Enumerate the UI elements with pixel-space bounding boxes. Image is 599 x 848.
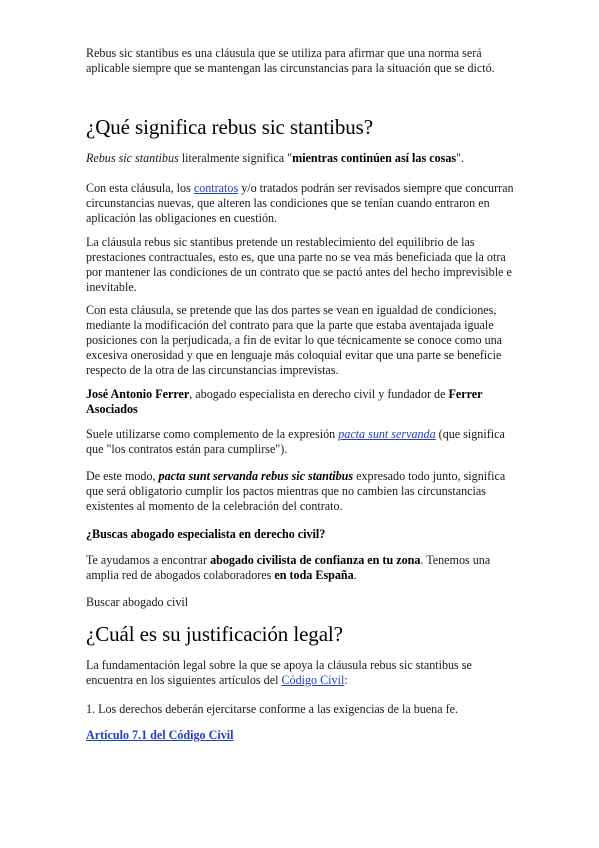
- author-name: José Antonio Ferrer: [86, 387, 190, 401]
- legal-paragraph: [86, 658, 518, 688]
- meaning-end: ".: [456, 151, 465, 165]
- meaning-paragraph: [86, 151, 518, 166]
- cta-text-mid: . Tenemos una amplia red de abogados colaboradores: [86, 553, 491, 582]
- rights-paragraph: 1. Los derechos deberán ejercitarse conforme a las exigencias de la buena fe.: [86, 702, 459, 716]
- author-description: , abogado especialista en derecho civil y fundador de: [189, 387, 449, 401]
- heading-que-significa: ¿Qué significa rebus sic stantibus?: [86, 115, 373, 139]
- cta-bold-zone: abogado civilista de confianza en tu zona: [210, 553, 421, 567]
- equilibrium-paragraph: La cláusula rebus sic stantibus pretende un restablecimiento del equilibrio de las prestaciones contractuales, esto es, que una parte no se vea más beneficiada que la otra por mantener las condiciones de un contrato que se pactó antes del hecho imprevisible e inevitable.: [86, 235, 512, 294]
- contracts-text-before: Con esta cláusula, los: [86, 181, 194, 195]
- article-link-paragraph: [86, 728, 518, 743]
- author-paragraph: [86, 387, 518, 417]
- heading-justificacion-legal: ¿Cuál es su justificación legal?: [86, 622, 343, 646]
- contratos-link[interactable]: contratos: [193, 181, 239, 195]
- firm-name: Ferrer Asociados: [86, 387, 483, 416]
- complement-text-before: Suele utilizarse como complemento de la expresión: [86, 427, 339, 441]
- complement-text-after: (que significa que "los contratos están para cumplirse").: [86, 427, 505, 456]
- together-paragraph: [86, 469, 518, 514]
- meaning-term: Rebus sic stantibus: [86, 151, 179, 165]
- cta-paragraph: [86, 553, 518, 583]
- intro-paragraph: Rebus sic stantibus es una cláusula que se utiliza para afirmar que una norma será aplicable siempre que se mantengan las circunstancias para la situación que se dictó.: [86, 46, 495, 75]
- cta-text-before: Te ayudamos a encontrar: [86, 553, 211, 567]
- meaning-mid: literalmente significa ": [178, 151, 293, 165]
- cta-bold-espana: en toda España: [274, 568, 354, 582]
- codigo-civil-link[interactable]: Código Civil: [281, 673, 345, 687]
- pacta-sunt-servanda-link[interactable]: pacta sunt servanda: [338, 427, 436, 441]
- meaning-quote: mientras continúen así las cosas: [292, 151, 457, 165]
- contracts-text-after: y/o tratados podrán ser revisados siempre que concurran circunstancias nuevas, que alteren las condiciones que se tenían cuando entraron en aplicación las obligaciones en cuestión.: [86, 181, 514, 225]
- equality-paragraph: Con esta cláusula, se pretende que las dos partes se vean en igualdad de condiciones, mediante la modificación del contrato para que la parte que estaba aventajada iguale posiciones con la perjudicada, a fin de evitar lo que técnicamente se conoce como una excesiva onerosidad y que en lenguaje más coloquial evitar que una parte se beneficie respecto de la otra de las circunstancias imprevistas.: [86, 303, 503, 377]
- legal-text-after: :: [344, 673, 348, 687]
- complement-paragraph: [86, 427, 518, 457]
- buscar-abogado-civil-link[interactable]: Buscar abogado civil: [86, 595, 189, 609]
- articulo-7-1-link[interactable]: Artículo 7.1 del Código Civil: [86, 728, 234, 742]
- cta-text-end: .: [353, 568, 357, 582]
- together-text-before: De este modo,: [86, 469, 159, 483]
- together-bold-phrase: pacta sunt servanda rebus sic stantibus: [158, 469, 354, 483]
- together-text-after: expresado todo junto, significa que será obligatorio cumplir los pactos mientras que no cambien las circunstancias existentes al momento de la celebración del contrato.: [86, 469, 506, 513]
- cta-question-text: ¿Buscas abogado especialista en derecho civil?: [86, 527, 326, 541]
- contracts-paragraph: [86, 181, 518, 226]
- legal-text-before: La fundamentación legal sobre la que se apoya la cláusula rebus sic stantibus se encuentra en los siguientes artículos del: [86, 658, 472, 687]
- cta-question: [86, 527, 518, 542]
